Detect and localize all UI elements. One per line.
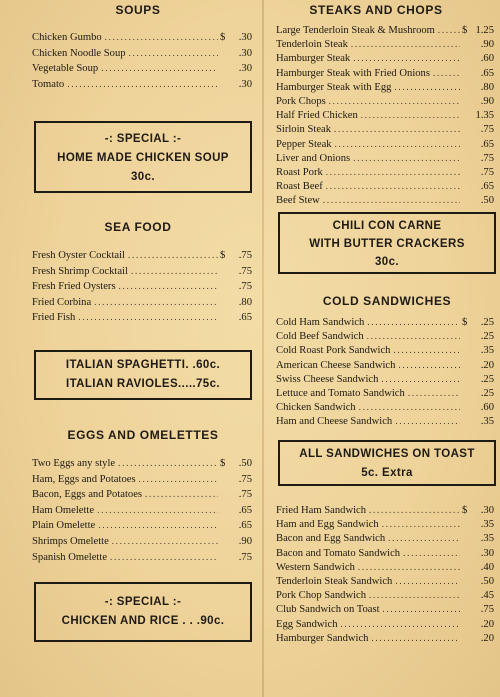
menu-item	[276, 344, 494, 358]
menu-item-price: .65	[238, 312, 252, 324]
menu-item	[276, 52, 494, 66]
menu-item-price: .25	[480, 317, 494, 328]
menu-item-price: .75	[238, 265, 252, 277]
dot-leader	[93, 297, 218, 313]
menu-item	[276, 109, 494, 123]
dollar-sign: $	[220, 32, 226, 43]
dot-leader	[368, 590, 460, 604]
menu-item-name: Two Eggs any style	[32, 458, 116, 469]
dot-leader	[138, 474, 218, 490]
menu-item-name: Chicken Gumbo	[32, 32, 102, 43]
menu-item-name: Liver and Onions	[276, 152, 351, 164]
menu-item-name: Bacon and Egg Sandwich	[276, 533, 386, 545]
dot-leader	[325, 181, 460, 195]
dot-leader	[127, 250, 218, 266]
menu-item-price: .35	[480, 416, 494, 428]
menu-item	[276, 504, 494, 518]
menu-item-price: .30	[238, 78, 252, 90]
dot-leader	[328, 96, 460, 110]
menu-item-name: Hamburger Steak	[276, 53, 351, 65]
chili-subtitle: WITH BUTTER CRACKERS	[309, 238, 465, 250]
dot-leader	[109, 552, 218, 568]
menu-item	[276, 603, 494, 617]
menu-item-name: Fresh Shrimp Cocktail	[32, 265, 128, 277]
menu-item-price: .90	[238, 535, 252, 547]
menu-item-name: Bacon, Eggs and Potatoes	[32, 489, 143, 501]
menu-item-name: Fried Fish	[32, 312, 76, 324]
menu-item	[32, 248, 252, 264]
menu-item-name: Cold Roast Pork Sandwich	[276, 345, 391, 357]
menu-item	[32, 456, 252, 472]
menu-item-name: Vegetable Soup	[32, 63, 99, 75]
dot-leader	[111, 536, 218, 552]
dot-leader	[366, 331, 460, 345]
menu-item-name: Hamburger Steak with Egg	[276, 81, 392, 93]
italian-ravioles: ITALIAN RAVIOLES.....75c.	[66, 378, 220, 390]
menu-item-name: Egg Sandwich	[276, 618, 338, 630]
menu-item-name: Half Fried Chicken	[276, 110, 358, 122]
dot-leader	[368, 505, 460, 519]
menu-item	[32, 310, 252, 326]
menu-item-name: Swiss Cheese Sandwich	[276, 373, 379, 385]
menu-item	[276, 38, 494, 52]
menu-item-name: Ham and Cheese Sandwich	[276, 416, 393, 428]
steaks-heading: STEAKS AND CHOPS	[309, 3, 443, 17]
dot-leader	[437, 25, 460, 39]
italian-box	[34, 350, 252, 400]
soups-heading: SOUPS	[115, 3, 161, 17]
menu-item-name: Hamburger Steak with Fried Onions	[276, 67, 430, 79]
menu-item	[276, 401, 494, 415]
seafood-heading: SEA FOOD	[104, 220, 172, 234]
dot-leader	[357, 562, 460, 576]
menu-item	[32, 295, 252, 311]
menu-item	[276, 316, 494, 330]
menu-item-name: Western Sandwich	[276, 561, 355, 573]
menu-item	[276, 359, 494, 373]
menu-item-name: Fresh Fried Oysters	[32, 281, 116, 293]
menu-item-name: Pork Chops	[276, 95, 326, 107]
menu-item	[276, 138, 494, 152]
menu-item	[276, 387, 494, 401]
dot-leader	[352, 53, 460, 67]
soups-list	[32, 30, 252, 92]
special-soup-title: HOME MADE CHICKEN SOUP	[57, 152, 229, 164]
menu-item-price: .45	[480, 590, 494, 602]
eggs-list	[32, 456, 252, 565]
menu-item-name: Fried Ham Sandwich	[276, 505, 367, 516]
menu-item-name: Tenderloin Steak Sandwich	[276, 575, 393, 587]
menu-item	[276, 632, 494, 646]
menu-item-name: Ham Omelette	[32, 504, 95, 516]
menu-item	[276, 152, 494, 166]
dot-leader	[97, 520, 218, 536]
menu-item-name: Hamburger Sandwich	[276, 632, 369, 644]
menu-item	[276, 415, 494, 429]
menu-item-price: .75	[238, 551, 252, 563]
menu-item	[32, 279, 252, 295]
seafood-list	[32, 248, 252, 326]
menu-item	[276, 166, 494, 180]
menu-item-name: Sirloin Steak	[276, 124, 332, 136]
chili-price: 30c.	[375, 256, 399, 268]
menu-item-name: Chicken Noodle Soup	[32, 47, 126, 59]
menu-item-price: .75	[480, 152, 494, 164]
menu-item	[276, 67, 494, 81]
menu-item-price: .75	[238, 250, 252, 261]
special-label: -: SPECIAL :-	[104, 133, 182, 145]
dot-leader	[322, 195, 460, 209]
dot-leader	[350, 39, 460, 53]
dot-leader	[387, 533, 460, 547]
menu-item-price: .20	[480, 618, 494, 630]
eggs-heading: EGGS AND OMELETTES	[67, 428, 219, 442]
menu-item-price: .20	[480, 359, 494, 371]
toast-extra: 5c. Extra	[361, 467, 413, 479]
menu-item-name: Bacon and Tomato Sandwich	[276, 547, 401, 559]
dot-leader	[100, 63, 218, 79]
dollar-sign: $	[220, 250, 226, 261]
menu-item-name: Ham and Egg Sandwich	[276, 519, 379, 531]
menu-item-price: 1.35	[475, 110, 494, 122]
menu-item-price: .75	[238, 489, 252, 501]
menu-item-price: .25	[480, 373, 494, 385]
menu-item-price: .30	[238, 47, 252, 59]
dot-leader	[77, 312, 218, 328]
menu-item	[276, 518, 494, 532]
menu-item	[276, 547, 494, 561]
menu-item-price: .65	[480, 138, 494, 150]
hot-sandwiches-list	[276, 504, 494, 646]
menu-item-name: Tomato	[32, 78, 65, 90]
menu-item-name: American Cheese Sandwich	[276, 359, 396, 371]
dot-leader	[334, 139, 460, 153]
menu-item-price: .50	[480, 195, 494, 207]
dot-leader	[366, 317, 460, 331]
menu-item-name: Ham, Eggs and Potatoes	[32, 473, 136, 485]
menu-item-price: .25	[480, 387, 494, 399]
dot-leader	[130, 266, 218, 282]
menu-item	[276, 123, 494, 137]
menu-item	[32, 472, 252, 488]
dollar-sign: $	[462, 25, 468, 36]
dot-leader	[394, 576, 460, 590]
menu-item-name: Chicken Sandwich	[276, 402, 356, 414]
toast-box	[278, 440, 496, 486]
menu-item-price: 1.25	[475, 25, 494, 36]
dot-leader	[393, 82, 460, 96]
menu-item	[32, 550, 252, 566]
dot-leader	[352, 153, 460, 167]
menu-item-price: .65	[480, 67, 494, 79]
dot-leader	[340, 619, 461, 633]
menu-item	[32, 487, 252, 503]
menu-item-name: Roast Beef	[276, 181, 323, 193]
menu-item-price: .75	[238, 473, 252, 485]
chili-title: CHILI CON CARNE	[332, 220, 442, 232]
dot-leader	[397, 360, 460, 374]
menu-item-name: Beef Stew	[276, 195, 320, 207]
menu-item-price: .50	[238, 458, 252, 469]
menu-item-price: .25	[480, 331, 494, 343]
menu-item-price: .30	[480, 547, 494, 559]
dot-leader	[392, 345, 460, 359]
dot-leader	[432, 68, 460, 82]
dot-leader	[118, 281, 218, 297]
menu-item-price: .65	[238, 520, 252, 532]
menu-item-price: .75	[480, 124, 494, 136]
menu-item	[276, 589, 494, 603]
special-rice-box	[34, 582, 252, 642]
dot-leader	[382, 604, 460, 618]
italian-spaghetti: ITALIAN SPAGHETTI. .60c.	[65, 359, 221, 371]
dot-leader	[360, 110, 460, 124]
dollar-sign: $	[462, 317, 468, 328]
menu-item-price: .30	[238, 32, 252, 43]
menu-item	[32, 264, 252, 280]
menu-item-price: .65	[238, 504, 252, 516]
dot-leader	[96, 505, 218, 521]
menu-item-price: .50	[480, 575, 494, 587]
dot-leader	[381, 519, 460, 533]
menu-item-price: .90	[480, 39, 494, 51]
menu-item-price: .75	[480, 166, 494, 178]
menu-item-name: Fresh Oyster Cocktail	[32, 250, 125, 261]
menu-item-price: .60	[480, 53, 494, 65]
toast-title: ALL SANDWICHES ON TOAST	[299, 448, 475, 460]
menu-item-name: Roast Pork	[276, 166, 323, 178]
menu-item-name: Plain Omelette	[32, 520, 96, 532]
menu-item-price: .75	[238, 281, 252, 293]
menu-item	[32, 46, 252, 62]
dollar-sign: $	[220, 458, 226, 469]
menu-item-price: .35	[480, 519, 494, 531]
menu-item-price: .65	[480, 181, 494, 193]
menu-item-price: .30	[238, 63, 252, 75]
dot-leader	[144, 489, 218, 505]
menu-item-name: Club Sandwich on Toast	[276, 604, 380, 616]
menu-item	[32, 503, 252, 519]
dot-leader	[333, 124, 460, 138]
menu-item-name: Fried Corbina	[32, 296, 92, 308]
menu-item	[32, 534, 252, 550]
menu-item	[276, 373, 494, 387]
dot-leader	[407, 388, 460, 402]
cold-sandwiches-list	[276, 316, 494, 430]
special-label: -: SPECIAL :-	[104, 596, 182, 608]
dot-leader	[380, 374, 460, 388]
dot-leader	[358, 402, 460, 416]
chicken-rice-title: CHICKEN AND RICE . . .90c.	[61, 615, 225, 627]
menu-item	[276, 618, 494, 632]
menu-item-price: .90	[480, 95, 494, 107]
menu-item	[32, 61, 252, 77]
menu-item-name: Tenderloin Steak	[276, 39, 348, 51]
menu-item-name: Cold Ham Sandwich	[276, 317, 365, 328]
menu-item	[276, 81, 494, 95]
menu-item-price: .30	[480, 505, 494, 516]
dollar-sign: $	[462, 505, 468, 516]
menu-item-price: .40	[480, 561, 494, 573]
menu-item-price: .20	[480, 632, 494, 644]
chili-box	[278, 212, 496, 274]
menu-item	[32, 77, 252, 93]
menu-item-price: .35	[480, 345, 494, 357]
dot-leader	[370, 633, 460, 647]
menu-item	[276, 194, 494, 208]
menu-item-price: .75	[480, 604, 494, 616]
menu-item	[32, 30, 252, 46]
menu-item-name: Lettuce and Tomato Sandwich	[276, 387, 405, 399]
menu-item-name: Spanish Omelette	[32, 551, 108, 563]
menu-item	[276, 532, 494, 546]
steaks-list	[276, 24, 494, 208]
page-fold-crease	[262, 0, 264, 697]
menu-item-price: .80	[480, 81, 494, 93]
menu-item-name: Shrimps Omelette	[32, 535, 109, 547]
menu-item-name: Large Tenderloin Steak & Mushroom	[276, 25, 435, 36]
menu-item	[276, 180, 494, 194]
dot-leader	[128, 48, 218, 64]
menu-item	[276, 575, 494, 589]
menu-item	[276, 95, 494, 109]
menu-item-name: Pork Chop Sandwich	[276, 590, 367, 602]
menu-item-price: .60	[480, 402, 494, 414]
menu-item	[276, 330, 494, 344]
menu-item-name: Cold Beef Sandwich	[276, 331, 364, 343]
dot-leader	[394, 416, 460, 430]
special-soup-price: 30c.	[131, 171, 155, 183]
menu-item-price: .80	[238, 296, 252, 308]
dot-leader	[325, 167, 460, 181]
cold-sandwiches-heading: COLD SANDWICHES	[322, 294, 452, 308]
menu-item	[276, 24, 494, 38]
menu-item	[276, 561, 494, 575]
menu-item	[32, 518, 252, 534]
dot-leader	[402, 548, 460, 562]
special-soup-box	[34, 121, 252, 193]
menu-item-name: Pepper Steak	[276, 138, 332, 150]
menu-item-price: .35	[480, 533, 494, 545]
dot-leader	[66, 79, 218, 95]
